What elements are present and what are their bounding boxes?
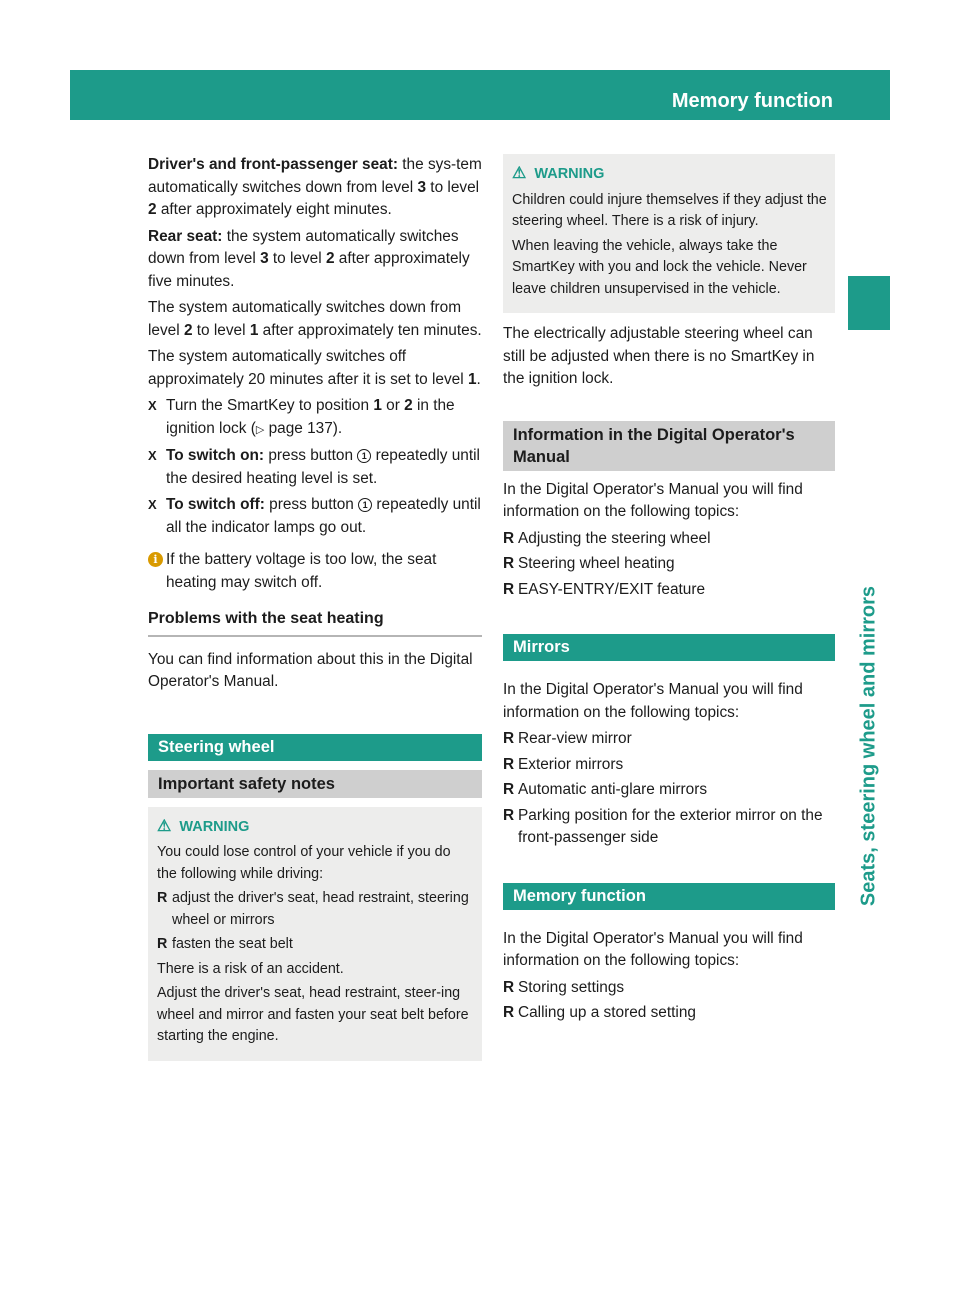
text: the sys-tem automatically switches down from level — [148, 156, 482, 196]
list-item — [503, 805, 835, 850]
warning-triangle-icon: ⚠ — [512, 165, 527, 182]
problems-heading: Problems with the seat heating — [148, 608, 482, 637]
text: to level — [268, 250, 326, 267]
level-number: 2 — [183, 321, 193, 339]
text: to level — [426, 178, 480, 196]
left-column — [148, 154, 482, 1061]
list-item — [503, 553, 835, 576]
list-item-text: Steering wheel heating — [518, 555, 675, 572]
bullet-icon: R — [503, 781, 515, 798]
level-number: 1 — [249, 321, 259, 339]
warning-intro: You could lose control of your vehicle if you do the following while driving: — [157, 844, 451, 882]
paragraph-driver-seat — [148, 154, 482, 222]
button-1-icon: 1 — [358, 498, 372, 512]
chapter-label: Seats, steering wheel and mirrors — [857, 585, 880, 907]
term-switch-off: To switch off: — [166, 496, 265, 513]
subsection-digital-manual: Information in the Digital Operator's Manual — [503, 421, 835, 471]
page-reference[interactable]: page 137). — [264, 419, 343, 437]
page-ref-icon: ▷ — [255, 423, 265, 436]
bullet-icon: R — [503, 806, 515, 824]
text: repeatedly until all the indicator lamps go out. — [166, 496, 481, 536]
list-item-text: Storing settings — [518, 978, 625, 996]
list-item — [157, 888, 474, 931]
level-number: 2 — [148, 201, 157, 218]
text: after approximately five minutes. — [148, 250, 470, 290]
warning-advice: Adjust the driver's seat, head restraint, steer-ing wheel and mirror and fasten your seat belt before starting the engine. — [157, 985, 469, 1044]
paragraph-level2 — [148, 297, 482, 342]
text: . — [476, 370, 481, 388]
list-item-text: fasten the seat belt — [172, 936, 293, 952]
list-item-text: Adjusting the steering wheel — [518, 529, 711, 547]
info-intro: In the Digital Operator's Manual you will find information on the following topics: — [503, 480, 803, 520]
list-item-text: Exterior mirrors — [518, 755, 624, 773]
text: The system automatically switches down from level — [148, 299, 462, 339]
list-item-text: EASY-ENTRY/EXIT feature — [518, 580, 706, 598]
problems-text: You can find information about this in the Digital Operator's Manual. — [148, 650, 473, 690]
memory-intro: In the Digital Operator's Manual you will find information on the following topics: — [503, 929, 803, 969]
text: after approximately eight minutes. — [156, 201, 392, 218]
page-header — [70, 70, 947, 120]
bullet-icon: R — [503, 580, 515, 598]
term-switch-on: To switch on: — [166, 447, 265, 464]
text: to level — [192, 321, 250, 339]
bullet-icon: R — [157, 890, 168, 906]
text: or — [381, 397, 405, 414]
action-arrow-icon: X — [148, 497, 157, 512]
action-switch-off — [148, 494, 482, 539]
list-item — [503, 728, 835, 751]
level-number: 2 — [325, 250, 335, 267]
header-title: Memory function — [671, 90, 833, 112]
section-mirrors: Mirrors — [503, 634, 835, 661]
level-number: 3 — [260, 250, 269, 267]
warning-label: WARNING — [179, 818, 250, 835]
list-item-text: Automatic anti-glare mirrors — [518, 781, 708, 798]
level-number: 3 — [417, 178, 427, 196]
warning-box-left — [148, 807, 482, 1061]
action-arrow-icon: X — [148, 448, 157, 463]
text: after approximately ten minutes. — [258, 321, 482, 339]
action-turn-smartkey — [148, 395, 482, 441]
subsection-safety-notes: Important safety notes — [148, 770, 482, 798]
list-item-text: adjust the driver's seat, head restraint, steering wheel or mirrors — [172, 890, 469, 928]
paragraph-rear-seat — [148, 226, 482, 294]
warning-text: Children could injure themselves if they adjust the steering wheel. There is a risk of injury. — [512, 191, 827, 229]
text: press button — [264, 447, 358, 464]
action-arrow-icon: X — [148, 398, 157, 413]
warning-triangle-icon: ⚠ — [157, 817, 172, 835]
button-1-icon: 1 — [357, 449, 371, 463]
mirrors-intro: In the Digital Operator's Manual you will find information on the following topics: — [503, 681, 803, 721]
text: Turn the SmartKey to position — [166, 397, 374, 414]
list-item — [157, 934, 474, 956]
bullet-icon: R — [503, 730, 515, 747]
list-item — [503, 1002, 835, 1025]
text: press button — [264, 496, 359, 513]
term-driver-seat: Driver's and front-passenger seat: — [148, 156, 398, 173]
warning-risk: There is a risk of an accident. — [157, 960, 344, 977]
list-item-text: Rear-view mirror — [518, 730, 632, 747]
section-memory-function: Memory function — [503, 883, 835, 910]
position-number: 1 — [373, 397, 382, 414]
text: the system automatically switches down from level — [148, 227, 459, 267]
text: The system automatically switches off approximately 20 minutes after it is set to level — [148, 348, 468, 388]
warning-title — [157, 816, 474, 839]
level-number: 1 — [467, 370, 477, 388]
right-column — [503, 154, 835, 1028]
info-note — [148, 549, 482, 594]
warning-text: When leaving the vehicle, always take the SmartKey with you and lock the vehicle. Never leave children unsupervised in the vehicle. — [512, 237, 807, 297]
list-item-text: Calling up a stored setting — [518, 1004, 696, 1021]
bullet-icon: R — [157, 936, 168, 952]
paragraph-switch-off — [148, 346, 482, 391]
bullet-icon: R — [503, 1004, 515, 1021]
section-steering-wheel: Steering wheel — [148, 734, 482, 761]
position-number: 2 — [404, 397, 413, 414]
list-item — [503, 579, 835, 602]
info-text: If the battery voltage is too low, the seat heating may switch off. — [166, 551, 437, 591]
list-item — [503, 754, 835, 777]
list-item-text: Parking position for the exterior mirror on the front-passenger side — [518, 806, 823, 846]
electric-text: The electrically adjustable steering wheel can still be adjusted when there is no SmartKey in the ignition lock. — [503, 325, 815, 387]
chapter-tab — [848, 276, 890, 330]
text: in the ignition lock ( — [166, 397, 455, 437]
warning-label: WARNING — [534, 166, 605, 182]
text: repeatedly until the desired heating level is set. — [166, 447, 480, 487]
bullet-icon: R — [503, 755, 515, 773]
warning-box-right — [503, 154, 835, 313]
list-item — [503, 779, 835, 802]
page-number: 117 — [916, 90, 947, 111]
list-item — [503, 977, 835, 1000]
bullet-icon: R — [503, 555, 515, 572]
term-rear-seat: Rear seat: — [148, 227, 223, 245]
list-item — [503, 528, 835, 551]
action-switch-on — [148, 445, 482, 490]
warning-title — [512, 163, 827, 186]
bullet-icon: R — [503, 529, 515, 547]
info-icon: i — [148, 552, 163, 567]
bullet-icon: R — [503, 978, 515, 996]
